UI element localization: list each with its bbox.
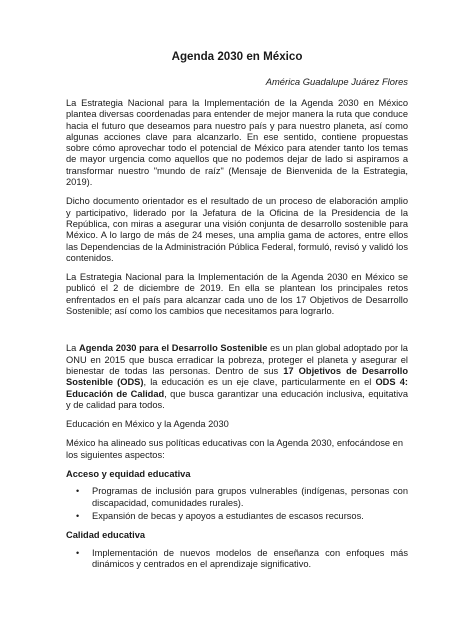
paragraph-5: Educación en México y la Agenda 2030 [66, 419, 229, 430]
document-author: América Guadalupe Juárez Flores [265, 76, 408, 87]
paragraph-4 [66, 343, 408, 411]
section-1-list [66, 486, 408, 522]
list-item [76, 486, 408, 509]
paragraph-4-text-2: es un plan global adoptado por la ONU en 2015 que busca erradicar la pobreza, proteger el planeta y asegurar el bienestar de todas las personas. Dentro de sus [66, 343, 408, 376]
list-item [76, 510, 408, 522]
section-2-heading: Calidad educativa [66, 530, 146, 541]
list-item-text: Programas de inclusión para grupos vulnerables (indígenas, personas con discapacidad, comunidades rurales). [92, 486, 408, 508]
list-item [76, 547, 408, 571]
bullet-icon: • [76, 510, 80, 521]
document-title: Agenda 2030 en México [171, 50, 303, 63]
paragraph-4-text-3: , la educación es un eje clave, particularmente en el [143, 377, 376, 388]
agenda-2030-bold: Agenda 2030 para el Desarrollo Sostenible [79, 343, 268, 354]
section-spacer [66, 325, 408, 343]
bullet-icon: • [76, 547, 80, 558]
paragraph-4-text-1: La [66, 343, 79, 354]
paragraph-6: México ha alineado sus políticas educativas con la Agenda 2030, enfocándose en los siguientes aspectos: [66, 438, 403, 460]
list-item-text: Implementación de nuevos modelos de enseñanza con enfoques más dinámicos y centrados en el aprendizaje significativo. [92, 547, 408, 569]
paragraph-3: La Estrategia Nacional para la Implementación de la Agenda 2030 en México se publicó el 2 de diciembre de 2019. En ella se plantean los principales retos enfrentados en el país para alcanzar cada uno de los 17 Objetivos de Desarrollo Sostenible; así como los cambios que necesitamos para lograrlo. [66, 272, 408, 317]
paragraph-1: La Estrategia Nacional para la Implementación de la Agenda 2030 en México plantea diversas coordenadas para entender de mejor manera la ruta que conduce hacia el futuro que deseamos para nuestro país y para nuestro planeta, así como algunas acciones clave para alcanzarlo. En ese sentido, contiene propuestas sobre cómo aprovechar todo el potencial de México para atender tanto los temas de mayor urgencia como aquellos que no podemos dejar de lado si aspiramos a transformar nuestro "mundo de raíz" (Mensaje de Bienvenida de la Estrategia, 2019). [66, 98, 408, 188]
ods4-bold: ODS 4: Educación de Calidad [66, 377, 408, 399]
bullet-icon: • [76, 486, 80, 497]
paragraph-2: Dicho documento orientador es el resultado de un proceso de elaboración amplio y participativo, liderado por la Jefatura de la Oficina de la Presidencia de la República, con miras a asegurar una visión conjunta de desarrollo sostenible para México. A lo largo de más de 24 meses, una amplia gama de actores, entre ellos las Dependencias de la Administración Pública Federal, formuló, revisó y validó los contenidos. [66, 196, 408, 263]
section-2-list [66, 548, 408, 571]
section-1-heading: Acceso y equidad educativa [66, 469, 191, 480]
list-item-text: Expansión de becas y apoyos a estudiantes de escasos recursos. [92, 510, 364, 521]
paragraph-4-text-4: , que busca garantizar una educación inclusiva, equitativa y de calidad para todos. [66, 388, 409, 410]
ods-bold: 17 Objetivos de Desarrollo Sostenible (ODS) [66, 365, 408, 388]
